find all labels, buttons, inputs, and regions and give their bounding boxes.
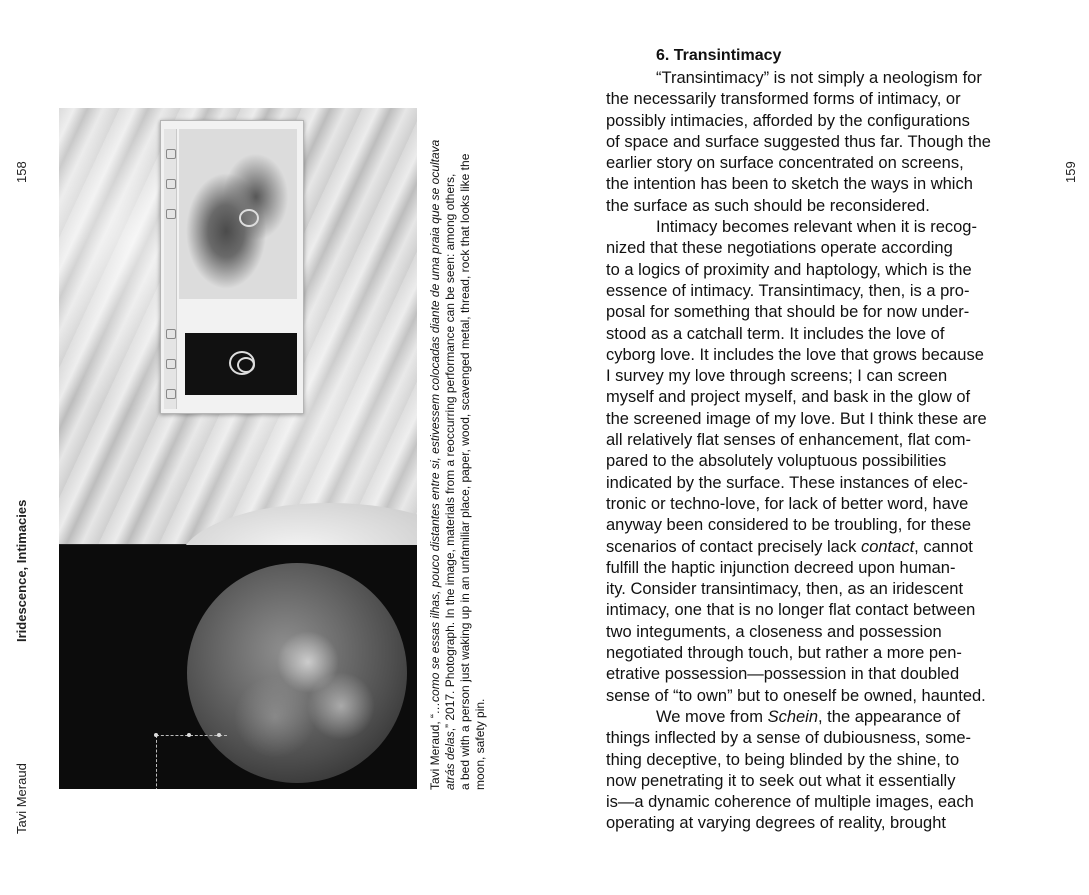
text-segment: all relatively flat senses of enhancement, flat com- xyxy=(606,431,972,450)
body-line xyxy=(606,473,1046,494)
body-line xyxy=(606,771,1046,792)
body-line xyxy=(606,260,1046,281)
body-line xyxy=(606,281,1046,302)
text-segment: intimacy, one that is no longer flat contact between xyxy=(606,601,976,620)
body-line xyxy=(606,686,1046,707)
caption-line xyxy=(428,140,443,790)
text-segment: ,” 2017. Photograph. In the image, materials from a reoccurring performance can be seen: among others, xyxy=(443,173,457,732)
text-segment: etrative possession—possession in that doubled xyxy=(606,665,960,684)
body-line xyxy=(606,813,1046,834)
toolbar-icon xyxy=(166,329,176,339)
text-segment: earlier story on surface concentrated on screens, xyxy=(606,154,964,173)
text-segment: myself and project myself, and bask in the glow of xyxy=(606,388,971,407)
figure-photograph xyxy=(59,108,417,789)
caption-line xyxy=(458,140,473,790)
body-text xyxy=(606,68,1046,835)
body-line xyxy=(606,494,1046,515)
text-segment: negotiated through touch, but rather a more pen- xyxy=(606,644,962,663)
toolbar-icon xyxy=(166,209,176,219)
caption-line xyxy=(473,140,488,790)
figure-caption xyxy=(428,140,488,790)
text-segment: of space and surface suggested thus far. Though the xyxy=(606,132,991,151)
body-line xyxy=(606,132,1046,153)
text-segment: Intimacy becomes relevant when it is recog- xyxy=(656,218,977,237)
caption-line xyxy=(443,140,458,790)
body-line xyxy=(606,750,1046,771)
body-line xyxy=(606,217,1046,238)
toolbar-icon xyxy=(166,389,176,399)
body-line xyxy=(606,558,1046,579)
text-segment: the screened image of my love. But I think these are xyxy=(606,409,987,428)
text-segment: essence of intimacy. Transintimacy, then, is a pro- xyxy=(606,281,970,300)
screen-window-image xyxy=(160,120,304,414)
text-segment: two integuments, a closeness and possession xyxy=(606,622,942,641)
text-segment: Tavi Meraud, “ xyxy=(428,713,442,790)
guide-dot xyxy=(187,733,191,737)
text-segment: possibly intimacies, afforded by the configurations xyxy=(606,111,970,130)
body-line xyxy=(606,430,1046,451)
text-segment: ity. Consider transintimacy, then, as an iridescent xyxy=(606,580,964,599)
body-line xyxy=(606,622,1046,643)
body-line xyxy=(606,153,1046,174)
shadow-photo xyxy=(179,129,297,299)
guide-dot xyxy=(217,733,221,737)
text-segment: posal for something that should be for now under- xyxy=(606,303,970,322)
italic-text: …como se essas ilhas, pouco distantes entre si, estivessem colocadas diante de uma praia que se ocultava xyxy=(428,139,442,714)
text-segment: We move from xyxy=(656,707,768,726)
text-segment: to a logics of proximity and haptology, which is the xyxy=(606,260,972,279)
guide-dot xyxy=(154,733,158,737)
body-line xyxy=(606,728,1046,749)
body-line xyxy=(606,345,1046,366)
text-segment: indicated by the surface. These instances of elec- xyxy=(606,473,968,492)
body-line xyxy=(606,515,1046,536)
text-segment: “Transintimacy” is not simply a neologism for xyxy=(656,69,982,87)
body-line xyxy=(606,238,1046,259)
text-segment: pared to the absolutely voluptuous possibilities xyxy=(606,452,947,471)
text-segment: is—a dynamic coherence of multiple images, each xyxy=(606,793,974,812)
body-line xyxy=(606,324,1046,345)
text-segment: cyborg love. It includes the love that grows because xyxy=(606,345,984,364)
italic-text: Schein xyxy=(767,707,819,726)
text-segment: things inflected by a sense of dubiousness, some- xyxy=(606,729,972,748)
text-segment: the surface as such should be reconsidered. xyxy=(606,196,930,215)
text-segment: , cannot xyxy=(914,537,973,556)
toolbar-icon xyxy=(166,359,176,369)
body-line xyxy=(606,409,1046,430)
body-line xyxy=(606,196,1046,217)
right-page-number: 159 xyxy=(1063,161,1078,183)
text-segment: nized that these negotiations operate according xyxy=(606,239,953,258)
left-page-number: 158 xyxy=(14,161,29,183)
body-line xyxy=(606,600,1046,621)
toolbar-icon xyxy=(166,179,176,189)
running-head-title: Iridescence, Intimacies xyxy=(14,499,29,642)
body-line xyxy=(606,366,1046,387)
text-segment: sense of “to own” but to oneself be owned, haunted. xyxy=(606,686,986,705)
text-segment: the necessarily transformed forms of intimacy, or xyxy=(606,90,961,109)
body-line xyxy=(606,707,1046,728)
italic-text: atrás delas xyxy=(443,731,457,790)
text-segment: stood as a catchall term. It includes the love of xyxy=(606,324,945,343)
body-line xyxy=(606,387,1046,408)
body-line xyxy=(606,174,1046,195)
body-line xyxy=(606,89,1046,110)
running-head-author: Tavi Meraud xyxy=(14,763,29,834)
body-line xyxy=(606,643,1046,664)
text-segment: a bed with a person just waking up in an unfamiliar place, paper, wood, scavenged metal, thread, rock that looks like the xyxy=(458,153,472,790)
body-line xyxy=(606,664,1046,685)
thread-coil-icon xyxy=(237,357,255,373)
text-segment: now penetrating it to seek out what it essentially xyxy=(606,771,956,790)
body-line xyxy=(606,68,1046,89)
body-line xyxy=(606,302,1046,323)
thread-coil-icon xyxy=(239,209,259,227)
text-segment: the intention has been to sketch the ways in which xyxy=(606,175,973,194)
text-segment: fulfill the haptic injunction decreed upon human- xyxy=(606,558,956,577)
text-segment: tronic or techno-love, for lack of better word, have xyxy=(606,494,969,513)
text-segment: anyway been considered to be troubling, for these xyxy=(606,516,972,535)
body-line xyxy=(606,792,1046,813)
black-photo xyxy=(185,333,297,395)
text-segment: scenarios of contact precisely lack xyxy=(606,537,861,556)
text-segment: moon, safety pin. xyxy=(473,698,487,790)
toolbar-icon xyxy=(166,149,176,159)
body-line xyxy=(606,451,1046,472)
text-segment: operating at varying degrees of reality, brought xyxy=(606,814,946,833)
body-line xyxy=(606,537,1046,558)
text-segment: I survey my love through screens; I can screen xyxy=(606,367,948,386)
section-heading: 6. Transintimacy xyxy=(656,47,782,64)
window-toolbar xyxy=(164,129,177,409)
italic-text: contact xyxy=(860,537,915,556)
body-line xyxy=(606,579,1046,600)
text-segment: thing deceptive, to being blinded by the shine, to xyxy=(606,750,960,769)
body-line xyxy=(606,111,1046,132)
dotted-guides xyxy=(156,735,227,789)
text-segment: , the appearance of xyxy=(818,707,961,726)
